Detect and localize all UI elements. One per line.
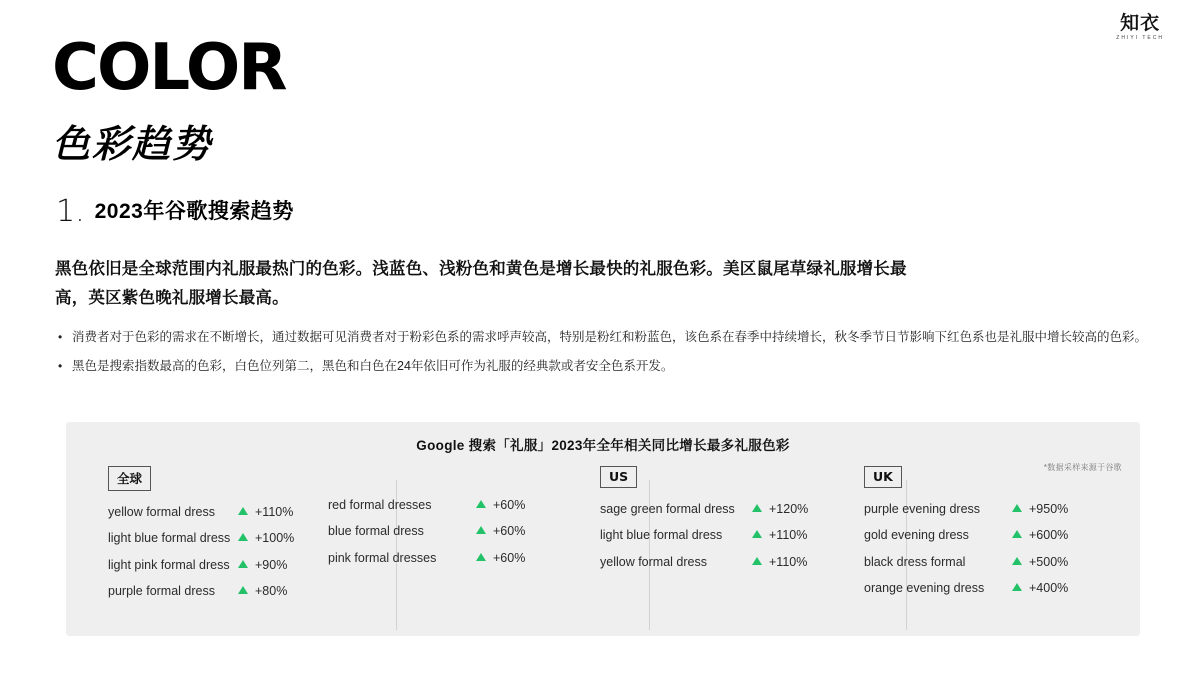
- growth-value-text: +60%: [493, 498, 526, 512]
- table-row: [108, 558, 316, 572]
- brand-logo-subtitle: ZHIYI TECH: [1116, 35, 1164, 41]
- growth-value-text: +950%: [1029, 502, 1069, 516]
- growth-value: [476, 551, 525, 565]
- list-item-text: 黑色是搜索指数最高的色彩，白色位列第二，黑色和白色在24年依旧可作为礼服的经典款或者安全色系开发。: [72, 359, 674, 374]
- up-triangle-icon: [752, 530, 762, 538]
- color-term-label: pink formal dresses: [328, 550, 437, 565]
- table-row: [600, 555, 832, 569]
- section-title: 2023年谷歌搜索趋势: [94, 200, 294, 223]
- growth-value-text: +110%: [769, 554, 808, 569]
- brand-logo: [1116, 14, 1164, 41]
- growth-value: [1012, 581, 1068, 595]
- region-tag-us: US: [600, 466, 637, 488]
- table-row: [864, 528, 1132, 542]
- growth-value-text: +400%: [1029, 581, 1069, 596]
- list-item: [58, 326, 1148, 349]
- bullet-dot-icon: •: [58, 330, 63, 344]
- growth-value-text: +110%: [255, 505, 294, 519]
- growth-value-text: +500%: [1029, 554, 1069, 569]
- region-tag-global: 全球: [108, 466, 151, 491]
- growth-value: [1012, 528, 1068, 542]
- up-triangle-icon: [238, 507, 248, 515]
- color-term-label: red formal dresses: [328, 498, 432, 512]
- growth-value-text: +90%: [255, 557, 288, 572]
- panel-title: Google 搜索「礼服」2023年全年相关同比增长最多礼服色彩: [416, 438, 790, 453]
- data-panel: [66, 422, 1140, 636]
- growth-value-text: +60%: [493, 524, 526, 539]
- color-term-label: light blue formal dress: [600, 528, 723, 543]
- color-term-label: light blue formal dress: [108, 531, 231, 546]
- color-term-label: gold evening dress: [864, 528, 969, 543]
- page-title-en: COLOR: [52, 31, 286, 105]
- table-row: [108, 505, 316, 519]
- color-term-label: light pink formal dress: [108, 557, 230, 572]
- growth-value-text: +120%: [769, 502, 809, 516]
- table-row: [864, 555, 1132, 569]
- up-triangle-icon: [1012, 504, 1022, 512]
- growth-value: [476, 498, 525, 512]
- growth-value-text: +60%: [493, 550, 526, 565]
- panel-columns: [66, 466, 1140, 611]
- color-term-label: yellow formal dress: [600, 554, 707, 569]
- up-triangle-icon: [476, 526, 486, 534]
- growth-value: [1012, 502, 1068, 516]
- up-triangle-icon: [238, 560, 248, 568]
- page-title-cn: 色彩趋势: [52, 123, 213, 166]
- panel-column-global-continued: [316, 466, 564, 611]
- table-row: [108, 584, 316, 598]
- color-term-label: black dress formal: [864, 554, 966, 569]
- growth-value: [752, 555, 807, 569]
- color-term-label: yellow formal dress: [108, 505, 215, 519]
- growth-value: [752, 502, 808, 516]
- color-term-label: purple evening dress: [864, 502, 981, 516]
- table-row: [600, 502, 832, 516]
- panel-column-us: [564, 466, 832, 611]
- growth-value-text: +80%: [255, 584, 288, 599]
- color-term-label: purple formal dress: [108, 584, 215, 599]
- lead-paragraph: 黑色依旧是全球范围内礼服最热门的色彩。浅蓝色、浅粉色和黄色是增长最快的礼服色彩。美区鼠尾草绿礼服增长最高，英区紫色晚礼服增长最高。: [55, 260, 907, 307]
- table-row: [864, 581, 1132, 595]
- up-triangle-icon: [238, 533, 248, 541]
- color-term-label: sage green formal dress: [600, 502, 735, 516]
- table-row: [600, 528, 832, 542]
- table-row: [328, 498, 564, 512]
- up-triangle-icon: [752, 504, 762, 512]
- list-item-text: 消费者对于色彩的需求在不断增长，通过数据可见消费者对于粉彩色系的需求呼声较高，特别是粉红和粉蓝色，该色系在春季中持续增长，秋冬季节日节影响下红色系也是礼服中增长较高的色彩。: [72, 330, 1148, 344]
- growth-value-text: +600%: [1029, 528, 1069, 543]
- color-term-label: orange evening dress: [864, 581, 985, 596]
- growth-value: [1012, 555, 1068, 569]
- table-row: [108, 531, 316, 545]
- growth-value: [238, 531, 294, 545]
- table-row: [328, 551, 564, 565]
- panel-column-uk: [832, 466, 1132, 611]
- up-triangle-icon: [1012, 530, 1022, 538]
- up-triangle-icon: [752, 557, 762, 565]
- growth-value-text: +110%: [769, 528, 808, 543]
- page-title: [52, 31, 286, 168]
- up-triangle-icon: [238, 586, 248, 594]
- color-term-label: blue formal dress: [328, 524, 424, 539]
- table-row: [328, 524, 564, 538]
- growth-value-text: +100%: [255, 531, 295, 546]
- up-triangle-icon: [1012, 583, 1022, 591]
- table-row: [864, 502, 1132, 516]
- growth-value: [238, 558, 287, 572]
- up-triangle-icon: [476, 553, 486, 561]
- section-number: 1.: [56, 194, 85, 229]
- panel-column-global: [66, 466, 316, 611]
- growth-value: [238, 505, 293, 519]
- section-heading: [56, 195, 294, 227]
- up-triangle-icon: [476, 500, 486, 508]
- bullet-dot-icon: •: [58, 359, 63, 374]
- growth-value: [476, 524, 525, 538]
- list-item: [58, 355, 1148, 378]
- brand-logo-mark: 知衣: [1120, 12, 1161, 34]
- growth-value: [752, 528, 807, 542]
- region-tag-uk: UK: [864, 466, 902, 488]
- up-triangle-icon: [1012, 557, 1022, 565]
- bullet-list: [58, 326, 1148, 384]
- growth-value: [238, 584, 287, 598]
- panel-source-note: *数据采样来源于谷歌: [1043, 463, 1122, 472]
